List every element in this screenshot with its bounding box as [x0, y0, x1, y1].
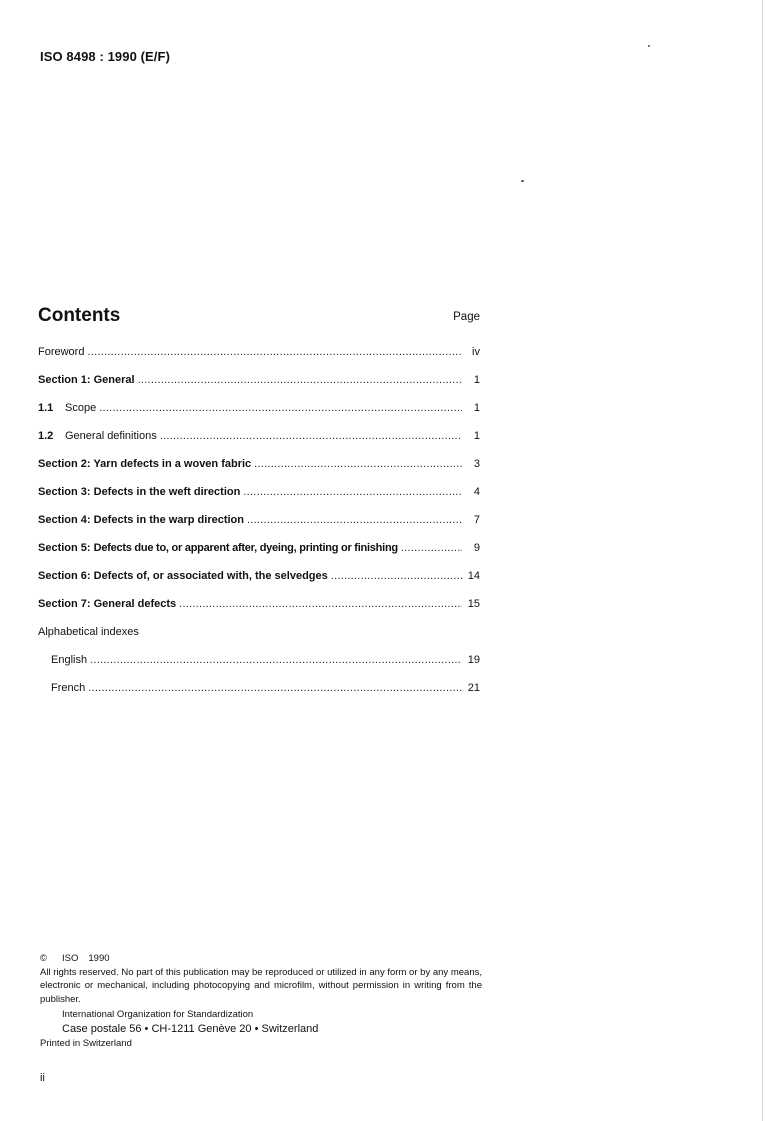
toc-entry-label: English: [51, 654, 88, 666]
dot-leader: [179, 598, 462, 610]
dot-leader: [99, 402, 462, 414]
toc-entry-page: 3: [473, 458, 480, 470]
toc-entry-prefix: Section 7:: [38, 598, 94, 610]
toc-entry-label: Scope: [65, 402, 97, 414]
toc-entry-page: 14: [467, 570, 480, 582]
toc-entry-prefix: Section 6:: [38, 570, 94, 582]
toc-entry-label: General definitions: [65, 430, 157, 442]
toc-entry-section-5[interactable]: [38, 542, 480, 566]
toc-entry-alphabetical-indexes: [38, 626, 480, 650]
toc-entry-label: Alphabetical indexes: [38, 626, 139, 638]
toc-entry-section-1[interactable]: [38, 374, 480, 398]
toc-entry-label: Defects in the weft direction: [93, 486, 241, 498]
toc-entry-label: Defects in the warp direction: [93, 514, 244, 526]
toc-entry-number: 1.1: [38, 402, 54, 414]
toc-entry-label: Defects due to, or apparent after, dyeing, printing or finishing: [93, 542, 398, 554]
page-number: ii: [40, 1072, 45, 1084]
toc-entry-prefix: Section 3:: [38, 486, 94, 498]
publisher-address: [40, 1008, 482, 1036]
dot-leader: [401, 542, 462, 554]
toc-entry-page: 7: [473, 514, 480, 526]
toc-entry-page: 19: [467, 654, 480, 666]
toc-entry-1-1[interactable]: [38, 402, 480, 426]
dot-leader: [160, 430, 462, 442]
scan-edge-line: [762, 0, 763, 1121]
toc-entry-index-french[interactable]: [51, 682, 480, 706]
dot-leader: [138, 374, 462, 386]
dot-leader: [331, 570, 462, 582]
toc-entry-label: French: [51, 682, 86, 694]
toc-entry-section-3[interactable]: [38, 486, 480, 510]
dot-leader: [90, 654, 462, 666]
toc-entry-label: Foreword: [38, 346, 85, 358]
toc-entry-section-6[interactable]: [38, 570, 480, 594]
dot-leader: [87, 346, 462, 358]
toc-entry-page: 9: [473, 542, 480, 554]
postal-address: Case postale 56 • CH-1211 Genève 20 • Switzerland: [62, 1022, 319, 1035]
publisher-name: International Organization for Standardization: [62, 1009, 254, 1020]
toc-entry-page: 1: [473, 430, 480, 442]
printed-in: Printed in Switzerland: [40, 1037, 132, 1049]
toc-entry-page: iv: [472, 346, 480, 358]
toc-entry-page: 21: [467, 682, 480, 694]
copyright-icon: ©: [40, 953, 47, 964]
toc-entry-page: 15: [467, 598, 480, 610]
toc-entry-prefix: Section 2:: [38, 458, 94, 470]
toc-entry-prefix: Section 5:: [38, 542, 94, 554]
dot-leader: [88, 682, 462, 694]
toc-entry-label: General: [93, 374, 135, 386]
page-column-heading: Page: [453, 311, 480, 323]
scan-speck: [521, 180, 524, 182]
toc-entry-label: General defects: [93, 598, 177, 610]
dot-leader: [254, 458, 462, 470]
copyright-year: 1990: [88, 953, 110, 964]
toc-entry-prefix: Section 1:: [38, 374, 94, 386]
toc-entry-prefix: Section 4:: [38, 514, 94, 526]
toc-entry-page: 4: [473, 486, 480, 498]
toc-entry-number: 1.2: [38, 430, 54, 442]
toc-entry-foreword[interactable]: [38, 346, 480, 370]
toc-entry-section-4[interactable]: [38, 514, 480, 538]
toc-entry-section-2[interactable]: [38, 458, 480, 482]
dot-leader: [247, 514, 462, 526]
toc-entry-1-2[interactable]: [38, 430, 480, 454]
toc-entry-section-7[interactable]: [38, 598, 480, 622]
scan-speck: [648, 45, 650, 47]
document-id: ISO 8498 : 1990 (E/F): [40, 49, 170, 64]
copyright-notice: [40, 952, 482, 1050]
toc-entry-label: Defects of, or associated with, the selvedges: [93, 570, 328, 582]
toc-entry-index-english[interactable]: [51, 654, 480, 678]
toc-entry-page: 1: [473, 374, 480, 386]
toc-entry-label: Yarn defects in a woven fabric: [93, 458, 252, 470]
toc-entry-page: 1: [473, 402, 480, 414]
copyright-org: ISO: [62, 953, 79, 964]
contents-title: Contents: [38, 305, 121, 326]
dot-leader: [243, 486, 462, 498]
rights-statement: All rights reserved. No part of this publication may be reproduced or utilized in any form or by any means, electronic or mechanical, including photocopying and microfilm, without permission in writing from the publisher.: [40, 966, 482, 1005]
copyright-line: [40, 952, 482, 966]
